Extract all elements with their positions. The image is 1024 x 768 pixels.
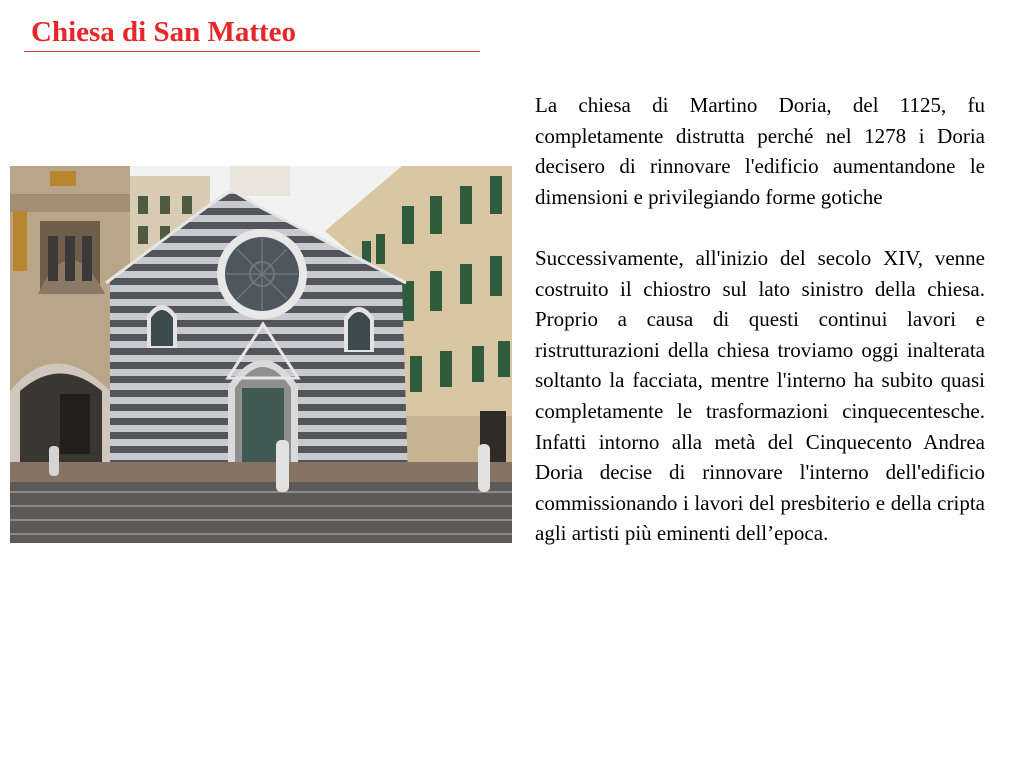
body-text — [535, 90, 985, 549]
title-underline — [24, 51, 480, 52]
paragraph-1: La chiesa di Martino Doria, del 1125, fu completamente distrutta perché nel 1278 i Doria decisero di rinnovare l'edificio aumentandone le dimensioni e privilegiando forme gotiche — [535, 93, 985, 209]
church-facade-photo — [10, 166, 512, 543]
slide-title: Chiesa di San Matteo — [31, 16, 297, 48]
paragraph-2: Successivamente, all'inizio del secolo XIV, venne costruito il chiostro sul lato sinistro della chiesa. Proprio a causa di questi continui lavori e ristrutturazioni della chiesa troviamo oggi inalterata soltanto la facciata, mentre l'interno ha subito quasi completamente le trasformazioni cinquecentesche. Infatti intorno alla metà del Cinquecento Andrea Doria decise di rinnovare l'interno dell'edificio commissionando i lavori del presbiterio e della cripta agli artisti più eminenti dell’epoca. — [535, 245, 985, 546]
